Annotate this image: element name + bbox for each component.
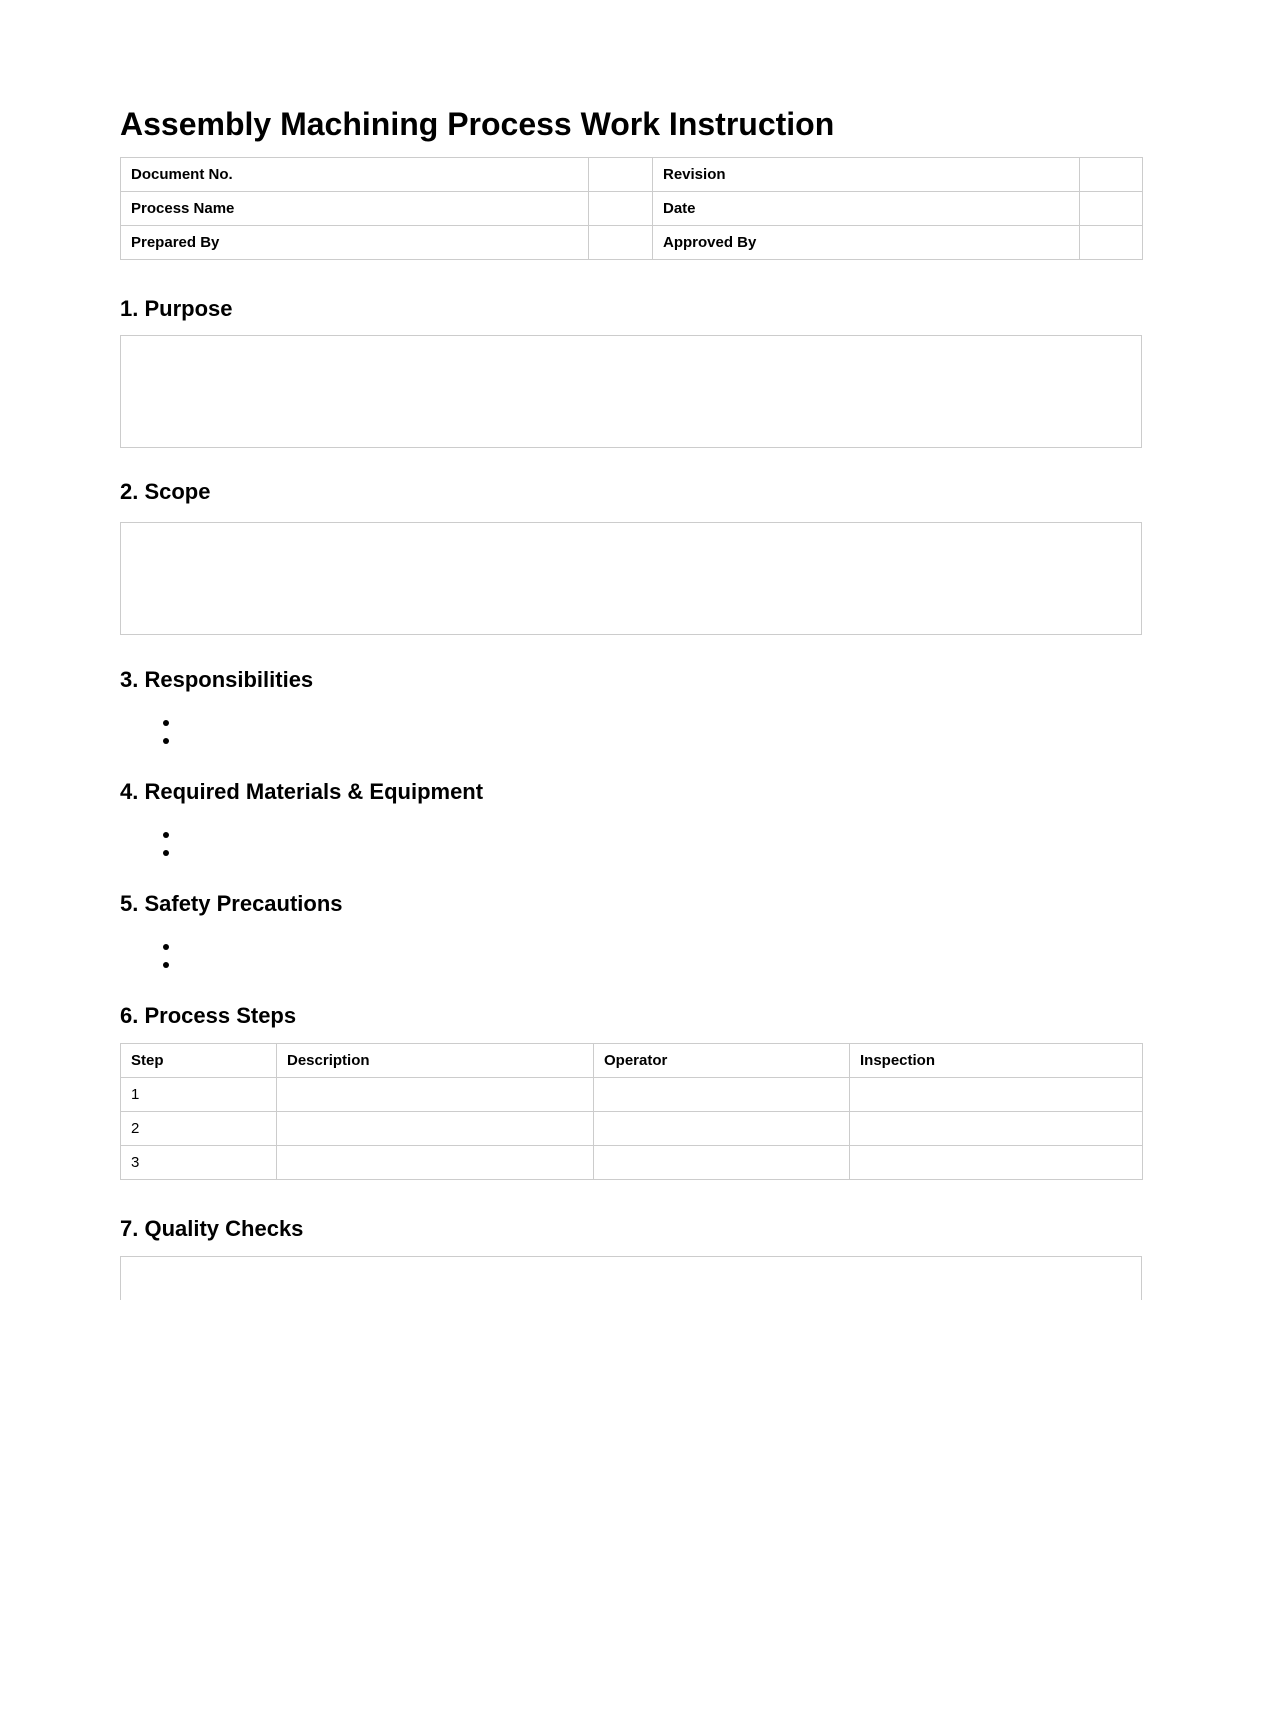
date-label: Date xyxy=(653,192,1080,226)
purpose-content-box[interactable] xyxy=(120,335,1142,448)
step-operator[interactable] xyxy=(594,1112,850,1146)
header-row-process-name xyxy=(121,192,1143,226)
step-inspection[interactable] xyxy=(850,1146,1143,1180)
process-steps-heading: 6. Process Steps xyxy=(120,1003,297,1028)
safety-heading: 5. Safety Precautions xyxy=(120,891,343,916)
step-number: 2 xyxy=(121,1112,277,1146)
document-no-value[interactable] xyxy=(589,158,653,192)
safety-list xyxy=(120,938,160,974)
responsibilities-list xyxy=(120,714,160,750)
materials-heading: 4. Required Materials & Equipment xyxy=(120,779,484,804)
prepared-by-value[interactable] xyxy=(589,226,653,260)
step-description[interactable] xyxy=(277,1146,594,1180)
table-header-row xyxy=(121,1044,1143,1078)
materials-list xyxy=(120,826,160,862)
table-row xyxy=(121,1146,1143,1180)
responsibilities-heading: 3. Responsibilities xyxy=(120,667,314,692)
process-steps-table xyxy=(120,1043,1143,1180)
step-number: 3 xyxy=(121,1146,277,1180)
step-number: 1 xyxy=(121,1078,277,1112)
document-title: Assembly Machining Process Work Instruction xyxy=(120,106,835,142)
column-header-inspection: Inspection xyxy=(850,1044,1143,1078)
revision-value[interactable] xyxy=(1080,158,1143,192)
scope-content-box[interactable] xyxy=(120,522,1142,635)
date-value[interactable] xyxy=(1080,192,1143,226)
header-row-prepared-by xyxy=(121,226,1143,260)
process-name-value[interactable] xyxy=(589,192,653,226)
approved-by-label: Approved By xyxy=(653,226,1080,260)
step-description[interactable] xyxy=(277,1078,594,1112)
prepared-by-label: Prepared By xyxy=(121,226,589,260)
column-header-operator: Operator xyxy=(594,1044,850,1078)
step-description[interactable] xyxy=(277,1112,594,1146)
document-header-table xyxy=(120,157,1143,260)
step-operator[interactable] xyxy=(594,1078,850,1112)
scope-heading: 2. Scope xyxy=(120,479,211,504)
header-row-document-no xyxy=(121,158,1143,192)
step-inspection[interactable] xyxy=(850,1078,1143,1112)
step-inspection[interactable] xyxy=(850,1112,1143,1146)
process-name-label: Process Name xyxy=(121,192,589,226)
column-header-description: Description xyxy=(277,1044,594,1078)
revision-label: Revision xyxy=(653,158,1080,192)
quality-checks-content-box[interactable] xyxy=(120,1256,1142,1300)
quality-checks-heading: 7. Quality Checks xyxy=(120,1216,304,1241)
column-header-step: Step xyxy=(121,1044,277,1078)
step-operator[interactable] xyxy=(594,1146,850,1180)
table-row xyxy=(121,1078,1143,1112)
purpose-heading: 1. Purpose xyxy=(120,296,233,321)
document-no-label: Document No. xyxy=(121,158,589,192)
approved-by-value[interactable] xyxy=(1080,226,1143,260)
table-row xyxy=(121,1112,1143,1146)
